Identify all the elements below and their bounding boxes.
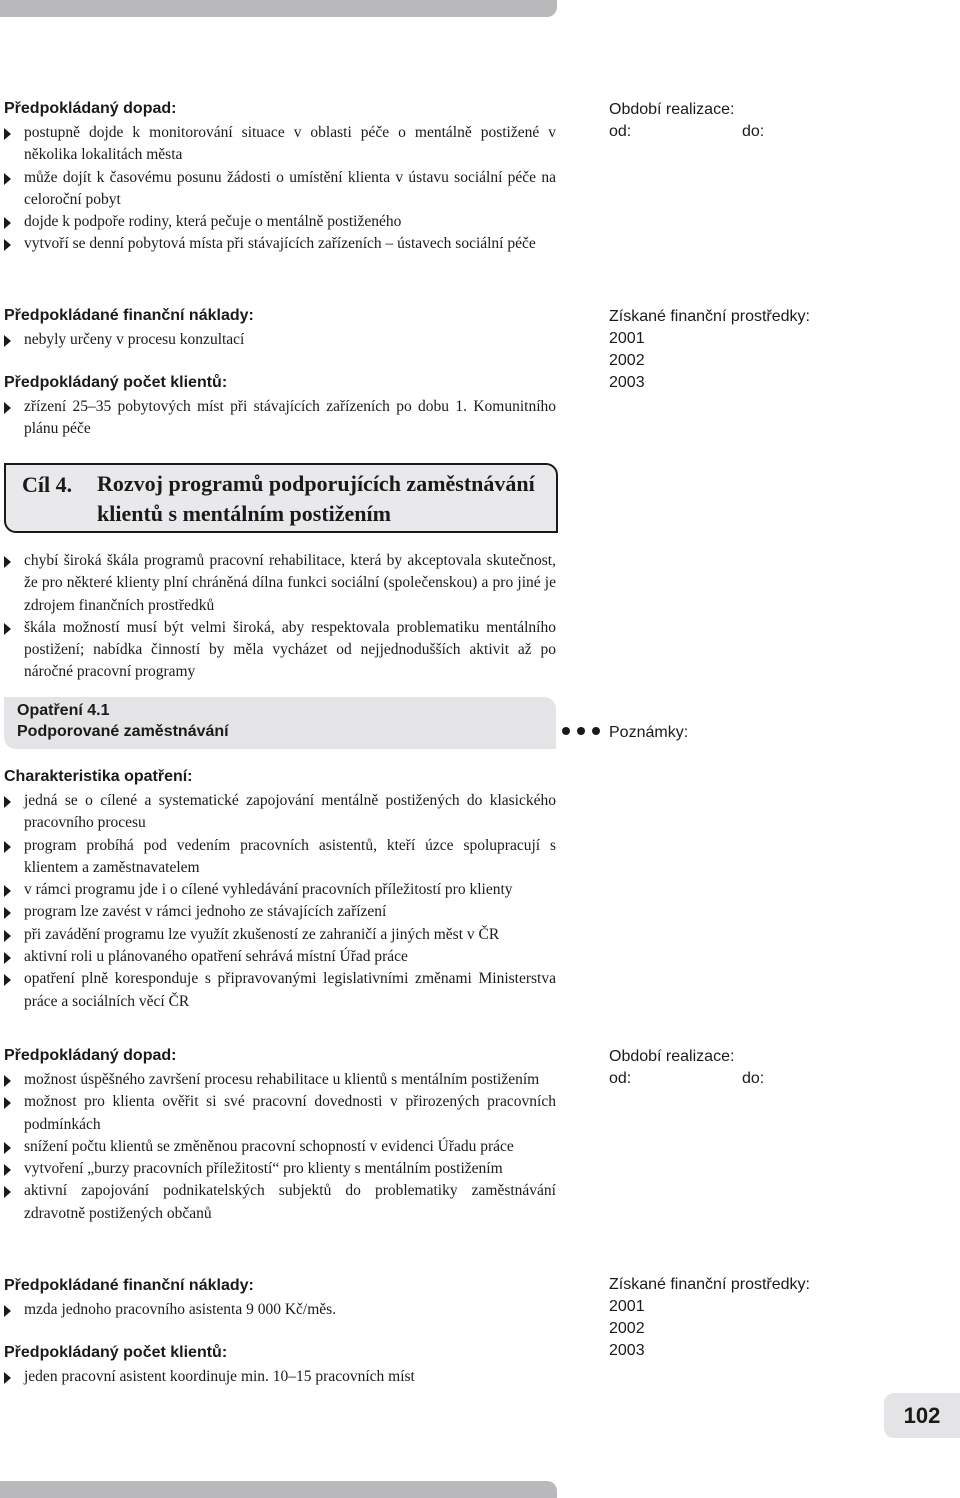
impact-list-2 — [4, 1069, 556, 1225]
list-item: mzda jednoho pracovního asistenta 9 000 Kč/měs. — [4, 1299, 556, 1321]
bullet-icon — [4, 239, 11, 251]
list-item: vytvoření „burzy pracovních příležitostí“ pro klienty s mentálním postižením — [4, 1158, 556, 1180]
list-item: aktivní roli u plánovaného opatření sehrává místní Úřad práce — [4, 946, 556, 968]
bullet-icon — [4, 623, 11, 635]
year: 2001 — [609, 330, 645, 347]
bullet-icon — [4, 402, 11, 414]
from-label: od: — [609, 123, 632, 140]
measure-label: Opatření 4.1 — [17, 702, 110, 719]
year: 2003 — [609, 374, 645, 391]
costs-list-2 — [4, 1299, 556, 1321]
period-block-2 — [609, 1046, 764, 1090]
clients-heading: Předpokládaný počet klientů: — [4, 374, 228, 391]
clients-list — [4, 396, 556, 441]
costs-heading-2: Předpokládané finanční náklady: — [4, 1277, 254, 1294]
bullet-icon — [4, 128, 11, 140]
list-item: aktivní zapojování podnikatelských subjektů do problematiky zaměstnávání zdravotně postižených občanů — [4, 1180, 556, 1225]
bullet-icon — [4, 796, 11, 808]
clients-list-2 — [4, 1366, 556, 1388]
bullet-icon — [4, 556, 11, 568]
year: 2001 — [609, 1298, 645, 1315]
bottom-decor-bar — [0, 1481, 557, 1498]
bullet-icon — [4, 841, 11, 853]
year: 2002 — [609, 352, 645, 369]
bullet-icon — [4, 173, 11, 185]
impact-list — [4, 122, 556, 256]
bullet-icon — [4, 885, 11, 897]
impact-heading: Předpokládaný dopad: — [4, 100, 177, 117]
dots-icon — [562, 727, 600, 735]
characteristics-heading: Charakteristika opatření: — [4, 768, 193, 785]
impact-heading-2: Předpokládaný dopad: — [4, 1047, 177, 1064]
list-item: chybí široká škála programů pracovní rehabilitace, která by akceptovala skutečnost, že pro některé klienty plní chráněná dílna funkci sociální (společenskou) a pro jiné je zdrojem finančních prostředků — [4, 550, 556, 617]
from-label: od: — [609, 1070, 632, 1087]
list-item: vytvoří se denní pobytová místa při stávajících zařízeních – ústavech sociální péče — [4, 233, 556, 255]
funds-label: Získané finanční prostředky: — [609, 1276, 810, 1293]
list-item: zřízení 25–35 pobytových míst při stávajících zařízeních po dobu 1. Komunitního plánu péče — [4, 396, 556, 441]
list-item: možnost pro klienta ověřit si své pracovní dovednosti v přirozených pracovních podmínkách — [4, 1091, 556, 1136]
bullet-icon — [4, 217, 11, 229]
goal-list — [4, 550, 556, 684]
list-item: jedná se o cílené a systematické zapojování mentálně postižených do klasického pracovního procesu — [4, 790, 556, 835]
period-label: Období realizace: — [609, 1048, 735, 1065]
notes-label: Poznámky: — [609, 724, 689, 741]
bullet-icon — [4, 1164, 11, 1176]
bullet-icon — [4, 1142, 11, 1154]
list-item: snížení počtu klientů se změněnou pracovní schopností v evidenci Úřadu práce — [4, 1136, 556, 1158]
period-label: Období realizace: — [609, 101, 735, 118]
bullet-icon — [4, 907, 11, 919]
bullet-icon — [4, 974, 11, 986]
bullet-icon — [4, 1097, 11, 1109]
list-item: může dojít k časovému posunu žádosti o umístění klienta v ústavu sociální péče na celoroční pobyt — [4, 167, 556, 212]
list-item: dojde k podpoře rodiny, která pečuje o mentálně postiženého — [4, 211, 556, 233]
bullet-icon — [4, 952, 11, 964]
characteristics-list — [4, 790, 556, 1013]
bullet-icon — [4, 1186, 11, 1198]
funds-block — [609, 306, 810, 394]
costs-heading: Předpokládané finanční náklady: — [4, 307, 254, 324]
list-item: při zavádění programu lze využít zkušeností ze zahraničí a jiných měst v ČR — [4, 924, 556, 946]
list-item: možnost úspěšného završení procesu rehabilitace u klientů s mentálním postižením — [4, 1069, 556, 1091]
list-item: nebyly určeny v procesu konzultací — [4, 329, 556, 351]
list-item: program lze zavést v rámci jednoho ze stávajících zařízení — [4, 901, 556, 923]
goal-title: Rozvoj programů podporujících zaměstnávání klientů s mentálním postižením — [97, 471, 535, 526]
bullet-icon — [4, 335, 11, 347]
funds-label: Získané finanční prostředky: — [609, 308, 810, 325]
to-label: do: — [742, 123, 765, 140]
page-number: 102 — [884, 1393, 960, 1438]
goal-box — [4, 463, 558, 533]
year: 2002 — [609, 1320, 645, 1337]
to-label: do: — [742, 1070, 765, 1087]
measure-title: Podporované zaměstnávání — [17, 723, 229, 740]
list-item: program probíhá pod vedením pracovních asistentů, kteří úzce spolupracují s klientem a zaměstnavatelem — [4, 835, 556, 880]
period-block — [609, 99, 764, 143]
list-item: opatření plně koresponduje s připravovanými legislativními změnami Ministerstva práce a sociálních věcí ČR — [4, 968, 556, 1013]
list-item: jeden pracovní asistent koordinuje min. 10–15 pracovních míst — [4, 1366, 556, 1388]
year: 2003 — [609, 1342, 645, 1359]
list-item: škála možností musí být velmi široká, aby respektovala problematiku mentálního postižení; nabídka činností by měla vycházet od nejjednodušších aktivit až po náročné pracovní programy — [4, 617, 556, 684]
costs-list — [4, 329, 556, 351]
funds-block-2 — [609, 1274, 810, 1362]
list-item: v rámci programu jde i o cílené vyhledávání pracovních příležitostí pro klienty — [4, 879, 556, 901]
top-decor-bar — [0, 0, 557, 17]
bullet-icon — [4, 1075, 11, 1087]
clients-heading-2: Předpokládaný počet klientů: — [4, 1344, 228, 1361]
list-item: postupně dojde k monitorování situace v oblasti péče o mentálně postižené v několika lokalitách města — [4, 122, 556, 167]
goal-number: Cíl 4. — [22, 472, 73, 497]
bullet-icon — [4, 930, 11, 942]
bullet-icon — [4, 1372, 11, 1384]
bullet-icon — [4, 1305, 11, 1317]
measure-box — [4, 697, 556, 749]
